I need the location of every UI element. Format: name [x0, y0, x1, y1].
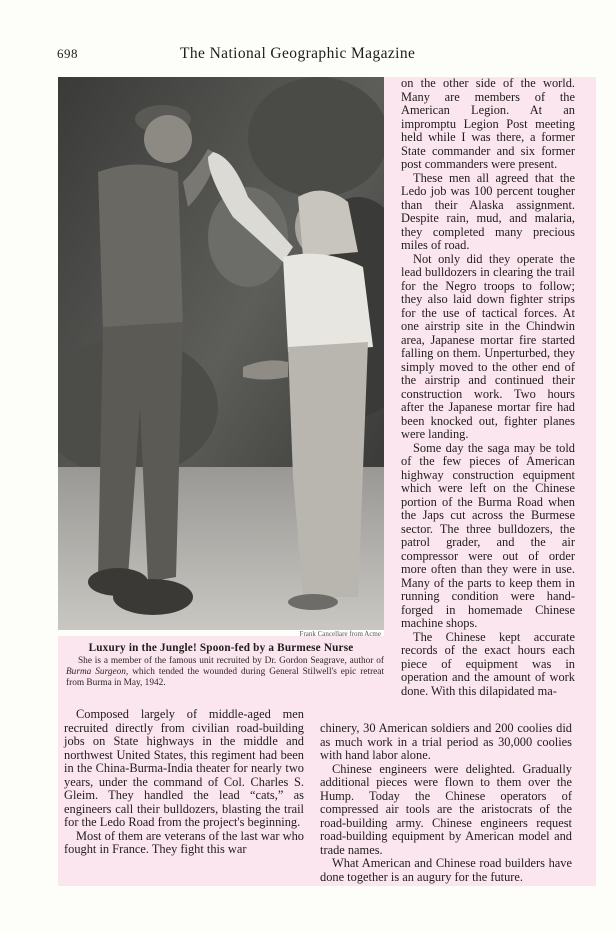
magazine-title: The National Geographic Magazine — [180, 45, 416, 62]
paragraph: chinery, 30 American soldiers and 200 coolies did as much work in a trial period as 30,000 coolies with hand labor alone. — [320, 721, 572, 762]
paragraph: What American and Chinese road builders have done together is an augury for the future. — [320, 856, 572, 884]
right-column — [401, 77, 575, 698]
caption-body: She is a member of the famous unit recruited by Dr. Gordon Seagrave, author of Burma Surgeon, which tended the wounded during General Stilwell's epic retreat from Burma in May, 1942. — [66, 656, 384, 689]
bottom-right-column — [320, 722, 572, 884]
page-number: 698 — [57, 46, 78, 61]
paragraph: on the other side of the world. Many are members of the American Legion. At an impromptu Legion Post meeting held while I was there, a former State commander and six former post commanders were present. — [401, 76, 575, 171]
paragraph: Most of them are veterans of the last war who fought in France. They fight this war — [64, 828, 304, 856]
paragraph: Composed largely of middle-aged men recruited directly from civilian road-building jobs on State highways in the middle and northwest United States, this regiment had been in the China-Burma-India theater for nearly two years, under the command of Col. Charles S. Gleim. They handled the lead “cats,” as engineers call their bulldozers, blasting the trail for the Ledo Road from the project's beginning. — [64, 707, 304, 829]
paragraph: Not only did they operate the lead bulldozers in clearing the trail for the Negro troops to follow; they also laid down fighter strips for the use of tactical forces. At one airstrip site in the Chindwin area, Japanese mortar fire started falling on them. Unperturbed, they simply moved to the other end of the airstrip and continued their construction work. Two hours after the Japanese mortar fire had been knocked out, fighter planes were landing. — [401, 251, 575, 441]
photograph — [58, 77, 384, 630]
paragraph: Some day the saga may be told of the few pieces of American highway construction equipment which were left on the Chinese portion of the Burma Road when the Japs cut across the Burmese sector. The three bulldozers, the patrol grader, and the air compressor were out of order more often than they were in use. Many of the parts to keep them in running condition were hand-forged in homemade Chinese machine shops. — [401, 440, 575, 630]
photo-credit: Frank Cancellare from Acme — [299, 630, 381, 638]
bottom-left-column — [64, 708, 304, 857]
book-title: Burma Surgeon, — [66, 667, 129, 678]
paragraph: These men all agreed that the Ledo job was 100 percent tougher than their Alaska assignment. Despite rain, mud, and malaria, they completed many precious miles of road. — [401, 170, 575, 252]
paragraph: Chinese engineers were delighted. Gradually additional pieces were flown to them over the Hump. Today the Chinese operators of compressed air tools are the aristocrats of the road-building army. Chinese engineers request road-building equipment by American model and trade names. — [320, 761, 572, 857]
caption-title: Luxury in the Jungle! Spoon-fed by a Burmese Nurse — [88, 642, 354, 654]
paragraph: The Chinese kept accurate records of the exact hours each piece of equipment was in operation and the amount of work done. With this dilapidated ma- — [401, 629, 575, 698]
